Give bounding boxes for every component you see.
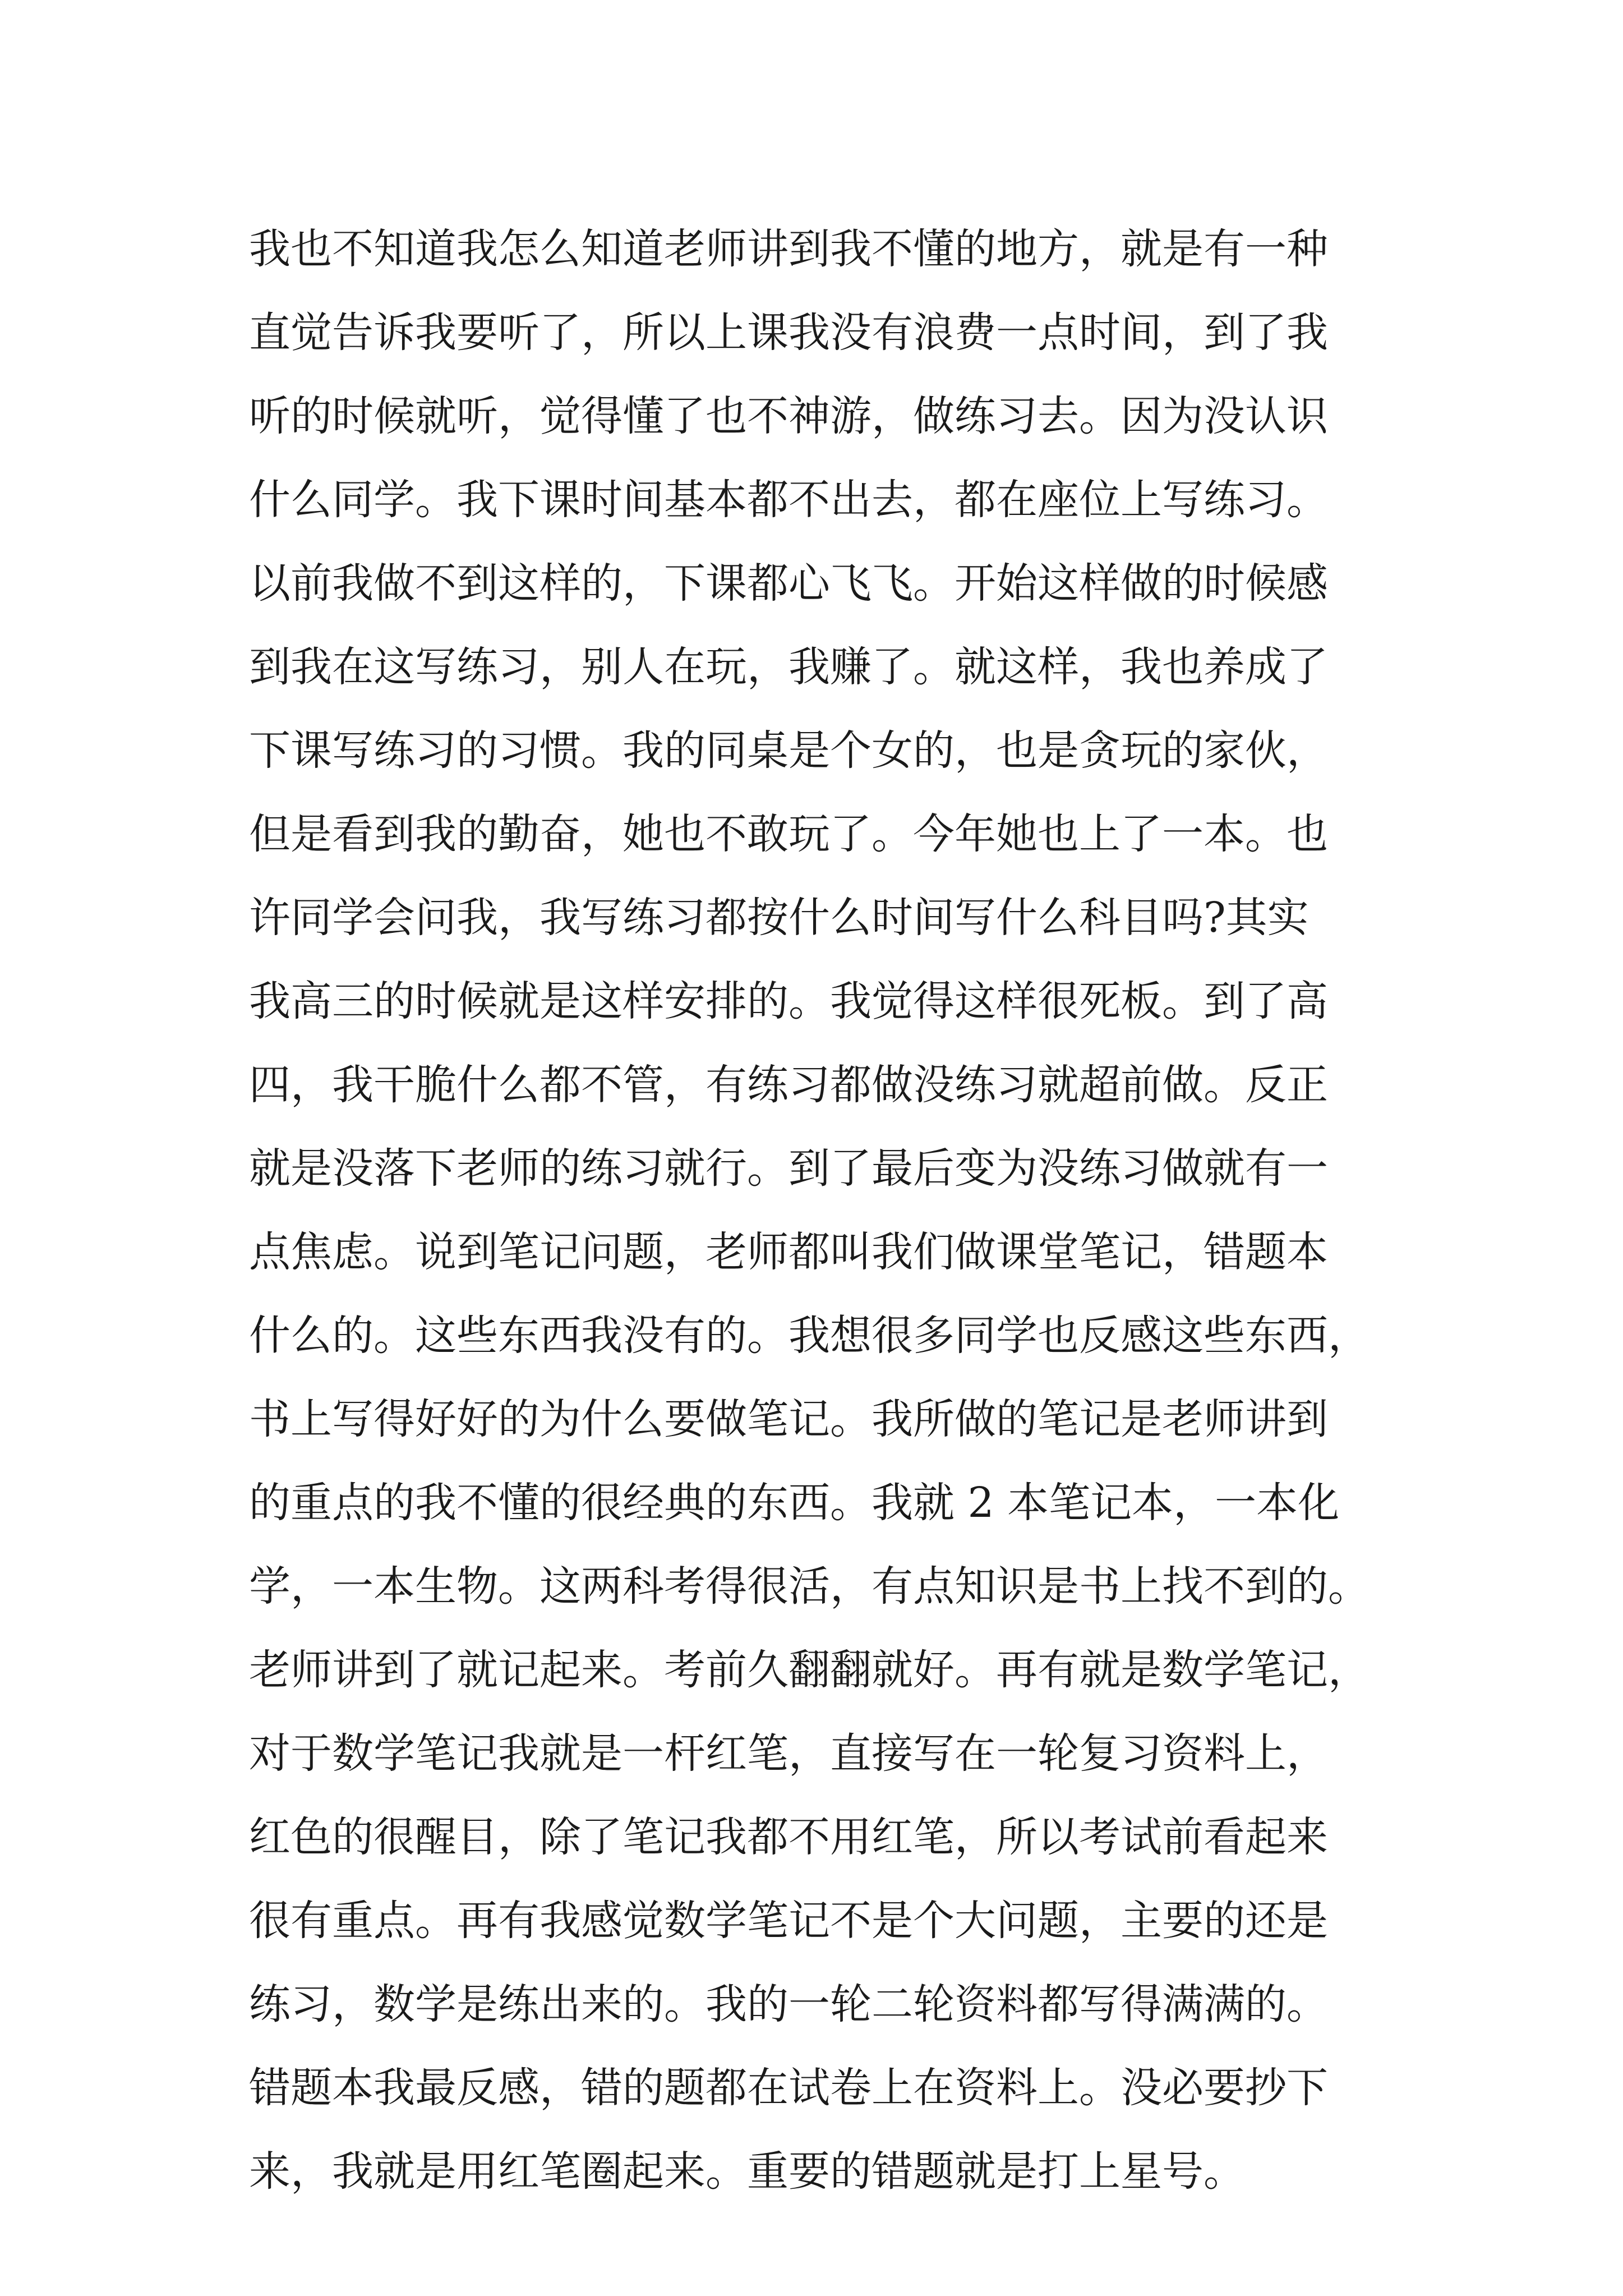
text-line: 错题本我最反感，错的题都在试卷上在资料上。没必要抄下 <box>249 2064 1328 2112</box>
text-line: 以前我做不到这样的，下课都心飞飞。开始这样做的时候感 <box>249 559 1328 608</box>
text-line: 的重点的我不懂的很经典的东西。我就 2 本笔记本，一本化 <box>249 1479 1340 1527</box>
text-line: 红色的很醒目，除了笔记我都不用红笔，所以考试前看起来 <box>249 1813 1328 1861</box>
text-line: 对于数学笔记我就是一杆红笔，直接写在一轮复习资料上， <box>249 1729 1328 1778</box>
text-line: 听的时候就听，觉得懂了也不神游，做练习去。因为没认识 <box>249 392 1328 440</box>
text-line: 学，一本生物。这两科考得很活，有点知识是书上找不到的。 <box>249 1562 1370 1611</box>
text-line: 来，我就是用红笔圈起来。重要的错题就是打上星号。 <box>249 2147 1245 2196</box>
text-line: 老师讲到了就记起来。考前久翻翻就好。再有就是数学笔记， <box>249 1646 1370 1694</box>
text-line: 我高三的时候就是这样安排的。我觉得这样很死板。到了高 <box>249 977 1328 1025</box>
text-line: 下课写练习的习惯。我的同桌是个女的，也是贪玩的家伙， <box>249 726 1328 775</box>
text-line: 点焦虑。说到笔记问题，老师都叫我们做课堂笔记，错题本 <box>249 1228 1328 1276</box>
text-line: 直觉告诉我要听了，所以上课我没有浪费一点时间，到了我 <box>249 309 1328 357</box>
text-line: 很有重点。再有我感觉数学笔记不是个大问题，主要的还是 <box>249 1897 1328 1945</box>
text-line: 练习，数学是练出来的。我的一轮二轮资料都写得满满的。 <box>249 1980 1328 2028</box>
text-line: 四，我干脆什么都不管，有练习都做没练习就超前做。反正 <box>249 1061 1328 1109</box>
body-text <box>249 208 1393 2214</box>
text-line: 许同学会问我，我写练习都按什么时间写什么科目吗?其实 <box>249 894 1309 942</box>
text-line: 到我在这写练习，别人在玩，我赚了。就这样，我也养成了 <box>249 643 1328 691</box>
text-line: 我也不知道我怎么知道老师讲到我不懂的地方，就是有一种 <box>249 225 1328 273</box>
text-line: 但是看到我的勤奋，她也不敢玩了。今年她也上了一本。也 <box>249 810 1328 858</box>
text-line: 什么同学。我下课时间基本都不出去，都在座位上写练习。 <box>249 476 1328 524</box>
text-line: 书上写得好好的为什么要做笔记。我所做的笔记是老师讲到 <box>249 1395 1328 1443</box>
text-line: 就是没落下老师的练习就行。到了最后变为没练习做就有一 <box>249 1144 1328 1193</box>
text-line: 什么的。这些东西我没有的。我想很多同学也反感这些东西， <box>249 1312 1370 1360</box>
